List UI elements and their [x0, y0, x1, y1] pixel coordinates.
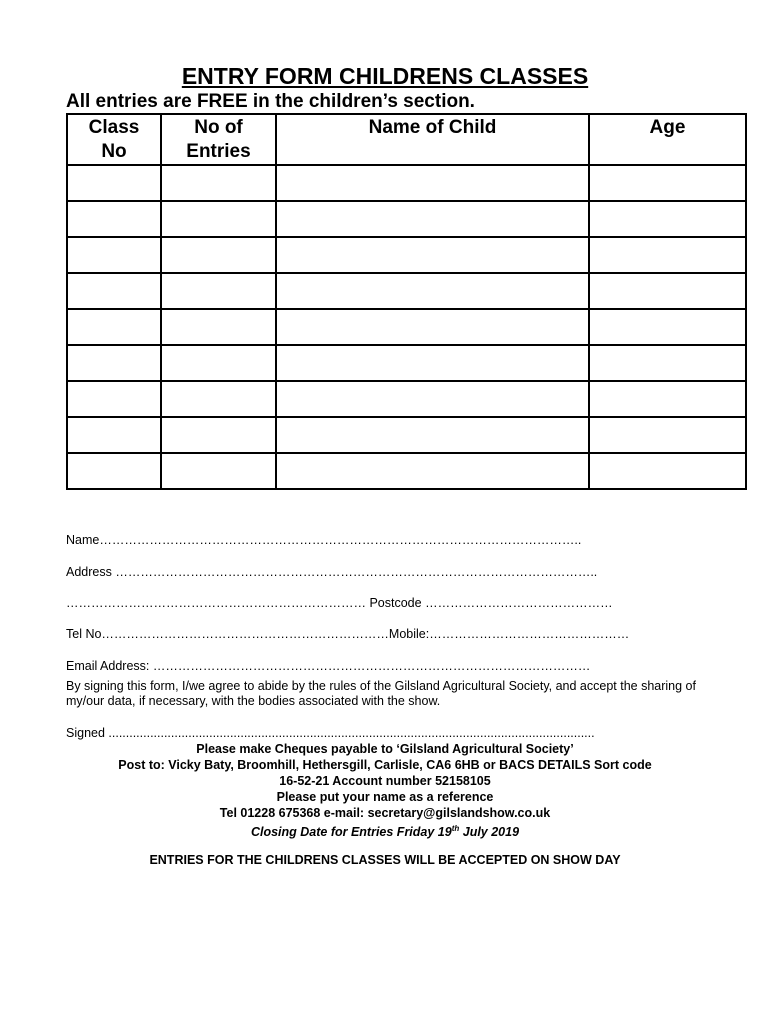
- consent-statement: By signing this form, I/we agree to abide by the rules of the Gilsland Agricultural Society, and accept the sharing of my/our data, if necessary, with the bodies associated with the show.: [66, 679, 696, 708]
- entries-cell[interactable]: [161, 309, 276, 345]
- email-field[interactable]: Email Address: ……………………………………………………………………………………………: [66, 659, 591, 673]
- table-row: [67, 165, 746, 201]
- class-no-cell[interactable]: [67, 201, 161, 237]
- class-no-cell[interactable]: [67, 165, 161, 201]
- address-postcode-field[interactable]: ……………………………………………………………… Postcode ………………………………………: [66, 596, 613, 610]
- class-no-cell[interactable]: [67, 453, 161, 489]
- child-name-cell[interactable]: [276, 201, 589, 237]
- age-cell[interactable]: [589, 417, 746, 453]
- entries-cell[interactable]: [161, 417, 276, 453]
- table-row: [67, 309, 746, 345]
- account-details: 16-52-21 Account number 52158105: [279, 774, 491, 788]
- entries-cell[interactable]: [161, 165, 276, 201]
- table-row: [67, 237, 746, 273]
- child-name-cell[interactable]: [276, 453, 589, 489]
- header-class-no: Class No: [67, 114, 161, 165]
- age-cell[interactable]: [589, 381, 746, 417]
- entries-cell[interactable]: [161, 453, 276, 489]
- show-day-notice: ENTRIES FOR THE CHILDRENS CLASSES WILL BE ACCEPTED ON SHOW DAY: [149, 853, 621, 867]
- age-cell[interactable]: [589, 273, 746, 309]
- reference-note: Please put your name as a reference: [276, 790, 494, 804]
- signature-field[interactable]: Signed ............................................................................................................................................: [66, 726, 595, 740]
- address-field[interactable]: Address ……………………………………………………………………………………………………..: [66, 565, 598, 579]
- entries-cell[interactable]: [161, 381, 276, 417]
- age-cell[interactable]: [589, 201, 746, 237]
- table-row: [67, 273, 746, 309]
- child-name-cell[interactable]: [276, 381, 589, 417]
- entries-cell[interactable]: [161, 345, 276, 381]
- class-no-cell[interactable]: [67, 273, 161, 309]
- table-row: [67, 381, 746, 417]
- name-field[interactable]: Name……………………………………………………………………………………………………..: [66, 533, 582, 547]
- entries-cell[interactable]: [161, 201, 276, 237]
- age-cell[interactable]: [589, 453, 746, 489]
- class-no-cell[interactable]: [67, 345, 161, 381]
- header-name-of-child: Name of Child: [276, 114, 589, 165]
- child-name-cell[interactable]: [276, 273, 589, 309]
- class-no-cell[interactable]: [67, 309, 161, 345]
- form-subtitle: All entries are FREE in the children’s section.: [66, 91, 475, 112]
- entries-table: [66, 113, 747, 490]
- class-no-cell[interactable]: [67, 381, 161, 417]
- class-no-cell[interactable]: [67, 237, 161, 273]
- age-cell[interactable]: [589, 309, 746, 345]
- entries-cell[interactable]: [161, 237, 276, 273]
- table-row: [67, 417, 746, 453]
- form-title: ENTRY FORM CHILDRENS CLASSES: [181, 63, 589, 89]
- child-name-cell[interactable]: [276, 345, 589, 381]
- phone-mobile-field[interactable]: Tel No……………………………………………………………Mobile:…………………………………………: [66, 627, 630, 641]
- header-no-of-entries: No of Entries: [161, 114, 276, 165]
- table-header-row: [67, 114, 746, 165]
- age-cell[interactable]: [589, 345, 746, 381]
- age-cell[interactable]: [589, 165, 746, 201]
- cheques-payable: Please make Cheques payable to ‘Gilsland Agricultural Society’: [196, 742, 574, 756]
- table-row: [67, 345, 746, 381]
- contact-details: Tel 01228 675368 e-mail: secretary@gilslandshow.co.uk: [219, 806, 551, 820]
- age-cell[interactable]: [589, 237, 746, 273]
- postal-address: Post to: Vicky Baty, Broomhill, Hethersgill, Carlisle, CA6 6HB or BACS DETAILS Sort code: [118, 758, 652, 772]
- closing-date: Closing Date for Entries Friday 19th July 2019: [250, 824, 520, 840]
- child-name-cell[interactable]: [276, 165, 589, 201]
- table-row: [67, 201, 746, 237]
- child-name-cell[interactable]: [276, 309, 589, 345]
- table-row: [67, 453, 746, 489]
- child-name-cell[interactable]: [276, 237, 589, 273]
- child-name-cell[interactable]: [276, 417, 589, 453]
- entries-cell[interactable]: [161, 273, 276, 309]
- class-no-cell[interactable]: [67, 417, 161, 453]
- header-age: Age: [589, 114, 746, 165]
